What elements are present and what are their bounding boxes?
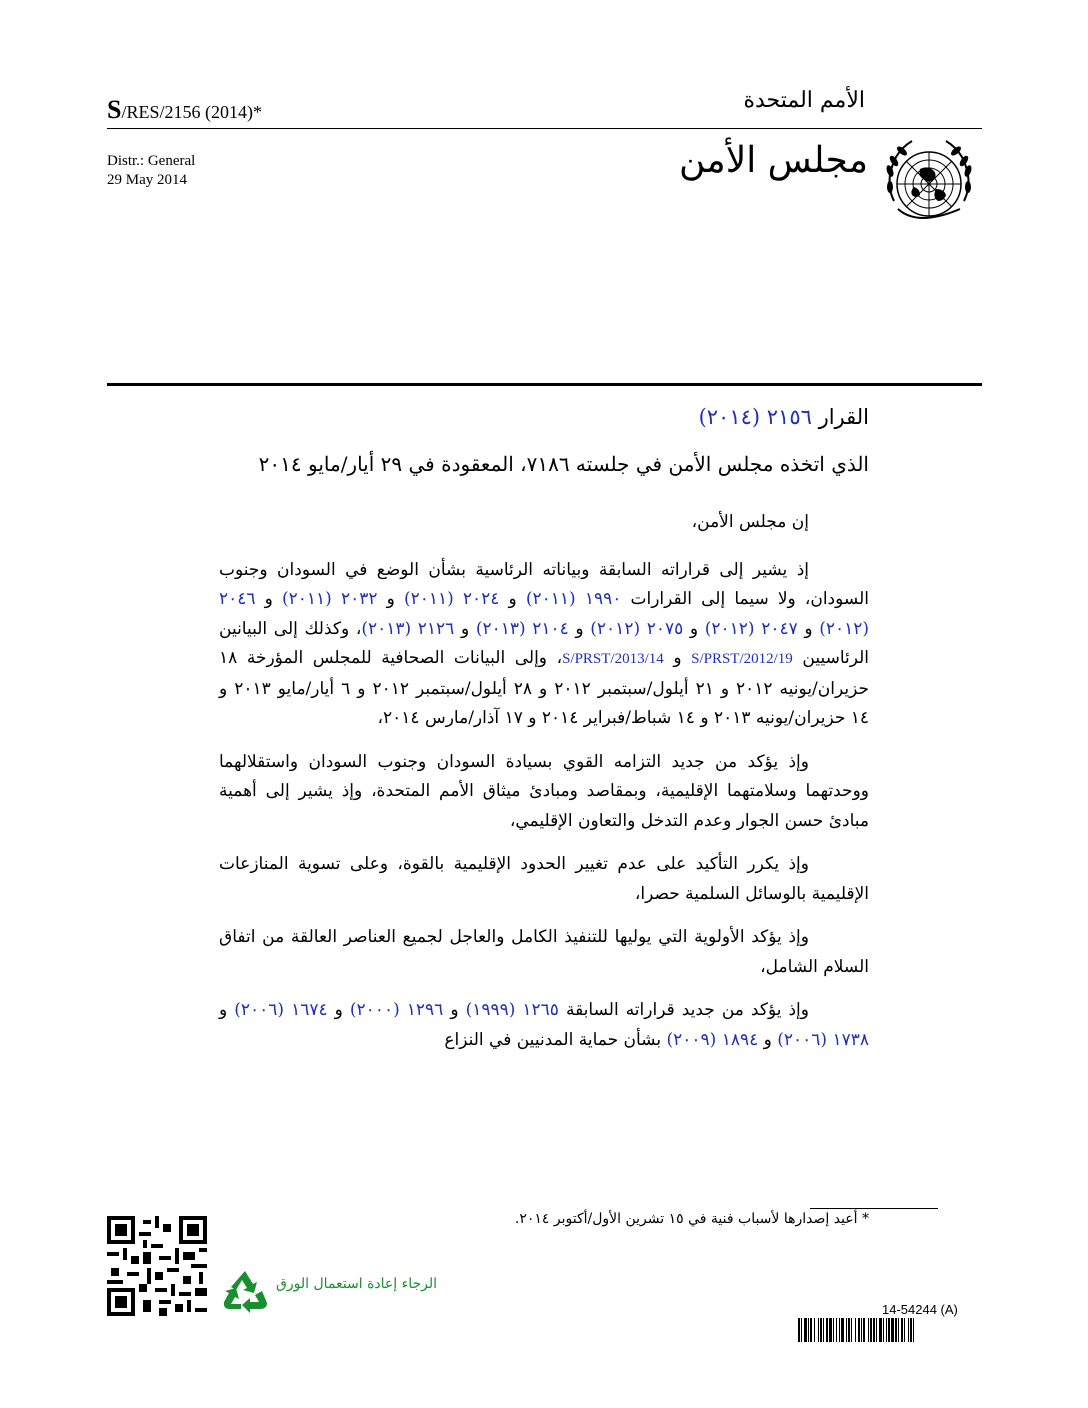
res-link-2024[interactable]: ٢٠٢٤ (٢٠١١)	[403, 589, 500, 609]
conjunction: و	[763, 1029, 772, 1050]
res-link-2047[interactable]: ٢٠٤٧ (٢٠١٢)	[704, 618, 798, 639]
preamble-paragraph-2	[219, 748, 869, 837]
council-name: مجلس الأمن	[679, 140, 868, 181]
resolution-subtitle: الذي اتخذه مجلس الأمن في جلسته ٧١٨٦، المعقودة في ٢٩ أيار/مايو ٢٠١٤	[258, 452, 869, 476]
res-link-2075[interactable]: ٢٠٧٥ (٢٠١٢)	[590, 618, 684, 639]
res-link-1990[interactable]: ١٩٩٠ (٢٠١١)	[525, 589, 622, 609]
resolution-title-prefix: القرار	[818, 405, 869, 429]
p4-text: وإذ يؤكد الأولوية التي يوليها للتنفيذ الكامل والعاجل لجميع العناصر العالقة من اتفاق السلام الشامل،	[219, 927, 869, 977]
barcode-icon	[798, 1318, 982, 1342]
conjunction: و	[334, 1000, 343, 1020]
un-emblem-icon	[876, 131, 982, 237]
preamble-paragraph-3	[219, 850, 869, 909]
resolution-title	[699, 405, 869, 429]
conjunction: و	[386, 589, 395, 609]
conjunction: و	[450, 1000, 459, 1020]
symbol-prefix: S	[107, 95, 122, 124]
preamble-paragraph-1	[219, 556, 869, 734]
prst-link-2013-14[interactable]: S/PRST/2013/14	[562, 651, 664, 667]
res-link-1738[interactable]: ١٧٣٨ (٢٠٠٦)	[777, 1029, 869, 1050]
recycle-text: الرجاء إعادة استعمال الورق	[276, 1276, 437, 1292]
footnote: * أعيد إصدارها لأسباب فنية في ١٥ تشرين الأول/أكتوبر ٢٠١٤.	[514, 1211, 869, 1227]
preamble-paragraph-5	[219, 996, 869, 1055]
symbol-rest: /RES/2156 (2014)*	[121, 102, 262, 122]
conjunction: و	[219, 1000, 228, 1020]
conjunction: و	[508, 589, 517, 609]
p1-text-c: ، وإلى البيانات الصحافية للمجلس المؤرخة ١٨ حزيران/يونيه ٢٠١٢ و ٢١ أيلول/سبتمبر ٢٠١٢ و ٢٨ أيلول/سبتمبر ٢٠١٢ و ٦ أيار/مايو ٢٠١٣ و ١٤ حزيران/يونيه ٢٠١٣ و ١٤ شباط/فبراير ٢٠١٤ و ١٧ آذار/مارس ٢٠١٤،	[219, 648, 869, 728]
resolution-title-link[interactable]: ٢١٥٦ (٢٠١٤)	[698, 405, 812, 429]
conjunction: و	[264, 589, 273, 609]
res-link-2126[interactable]: ٢١٢٦ (٢٠١٣)	[361, 618, 455, 639]
conjunction: و	[673, 648, 682, 668]
conjunction: و	[804, 618, 813, 639]
opener-paragraph	[219, 508, 869, 538]
organization-name: الأمم المتحدة	[743, 88, 865, 113]
qr-code-icon	[107, 1216, 207, 1316]
footnote-rule	[810, 1208, 938, 1209]
res-link-1296[interactable]: ١٢٩٦ (٢٠٠٠)	[349, 1000, 444, 1020]
distribution-block	[107, 152, 195, 190]
res-link-1894[interactable]: ١٨٩٤ (٢٠٠٩)	[666, 1029, 759, 1050]
p2-text: وإذ يؤكد من جديد التزامه القوي بسيادة السودان وجنوب السودان واستقلالهما ووحدتهما وسلامتهما الإقليمية، وبمقاصد ومبادئ ميثاق الأمم المتحدة، وإذ يشير إلى أهمية مبادئ حسن الجوار وعدم التدخل والتعاون الإقليمي،	[219, 751, 869, 831]
conjunction: و	[460, 618, 470, 639]
recycle-icon	[222, 1269, 268, 1313]
p5-text-b: بشأن حماية المدنيين في النزاع	[444, 1029, 662, 1050]
prst-link-2012-19[interactable]: S/PRST/2012/19	[691, 651, 793, 667]
preamble-paragraph-4	[219, 923, 869, 982]
section-rule	[107, 383, 982, 386]
conjunction: و	[575, 618, 584, 639]
issue-date: 29 May 2014	[107, 172, 187, 188]
p1-text-a: إذ يشير إلى قراراته السابقة وبياناته الرئاسية بشأن الوضع في السودان وجنوب السودان، ولا سيما إلى القرارات	[219, 559, 869, 609]
document-number: 14-54244 (A)	[882, 1302, 958, 1317]
distribution: Distr.: General	[107, 153, 196, 169]
header-rule	[107, 128, 982, 129]
opener-text: إن مجلس الأمن،	[691, 512, 809, 532]
resolution-body	[219, 508, 869, 1069]
p3-text: وإذ يكرر التأكيد على عدم تغيير الحدود الإقليمية بالقوة، وعلى تسوية المنازعات الإقليمية بالوسائل السلمية حصرا،	[219, 854, 869, 904]
conjunction: و	[689, 618, 699, 639]
document-symbol	[107, 95, 262, 125]
res-link-2046[interactable]: ٢٠٤٦ (٢٠١٢)	[219, 589, 870, 639]
res-link-1674[interactable]: ١٦٧٤ (٢٠٠٦)	[234, 1000, 328, 1020]
res-link-2104[interactable]: ٢١٠٤ (٢٠١٣)	[475, 618, 569, 639]
p1-text-b: ، وكذلك إلى البيانين الرئاسيين	[219, 618, 870, 668]
p5-text-a: وإذ يؤكد من جديد قراراته السابقة	[565, 1000, 809, 1020]
res-link-1265[interactable]: ١٢٦٥ (١٩٩٩)	[465, 1000, 559, 1020]
res-link-2032[interactable]: ٢٠٣٢ (٢٠١١)	[282, 589, 378, 609]
